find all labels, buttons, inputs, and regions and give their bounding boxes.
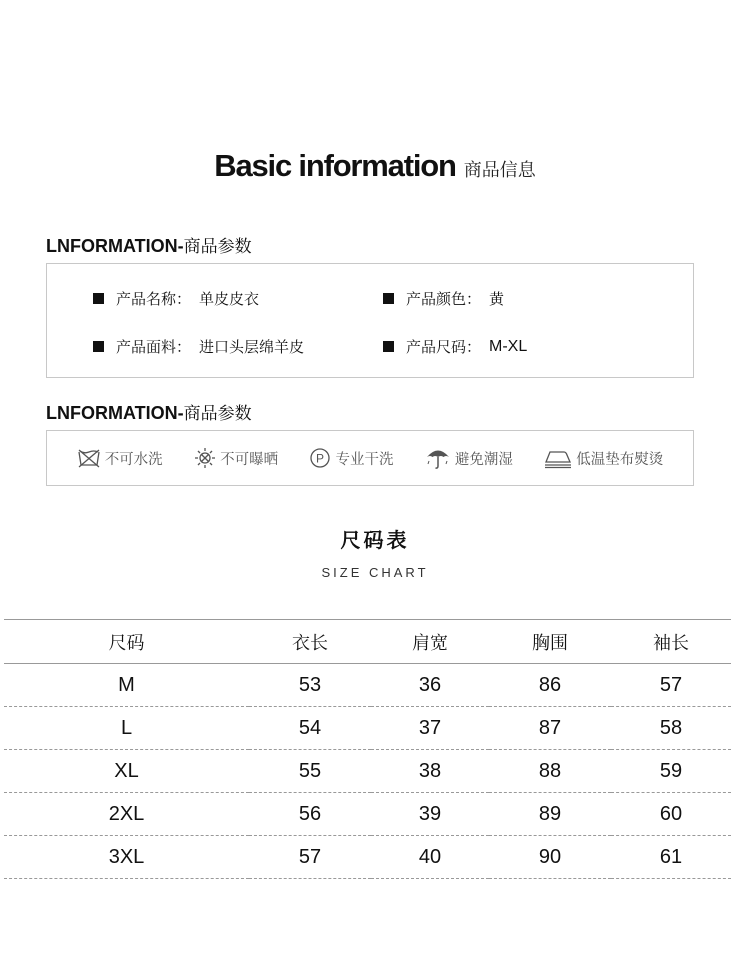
table-cell: 87 [489,707,611,750]
table-cell: 2XL [4,793,249,836]
table-cell: 89 [489,793,611,836]
info-value: 进口头层绵羊皮 [199,338,305,356]
size-chart-title: 尺码表 [340,528,410,552]
care-instructions-box [46,430,694,486]
care-item-no-sun [194,447,278,469]
care-item-dry-clean [309,447,393,469]
table-cell: 57 [611,664,731,707]
table-row [4,750,731,793]
table-cell: XL [4,750,249,793]
table-cell: 90 [489,836,611,879]
table-row [4,836,731,879]
table-cell: 36 [371,664,489,707]
info-item-fabric [93,336,304,357]
table-cell: 37 [371,707,489,750]
header-sleeve: 袖长 [611,620,731,664]
svg-text:P: P [316,451,325,466]
table-cell: 86 [489,664,611,707]
title-cn: 商品信息 [463,160,536,181]
care-item-no-wash [77,447,163,469]
care-section-label-en: LNFORMATION- [46,403,184,423]
page-title [0,148,750,184]
size-table [4,619,731,879]
table-cell: 54 [249,707,371,750]
table-row [4,793,731,836]
table-cell: 57 [249,836,371,879]
no-wash-icon [77,447,101,469]
care-label: 不可水洗 [104,451,163,468]
table-cell: L [4,707,249,750]
info-item-size [383,336,527,357]
care-label: 避免潮湿 [454,451,513,468]
care-label: 专业干洗 [335,451,394,468]
info-section-label [46,232,252,257]
table-cell: 3XL [4,836,249,879]
table-cell: 61 [611,836,731,879]
info-label: 产品面料： [116,338,192,356]
info-label: 产品名称： [116,290,192,308]
table-row [4,664,731,707]
care-section-label-cn: 商品参数 [183,404,252,424]
iron-icon [544,447,572,469]
table-cell: 59 [611,750,731,793]
bullet-square-icon [93,293,104,304]
product-info-box [46,263,694,378]
no-sun-icon [194,447,216,469]
table-cell: M [4,664,249,707]
table-cell: 38 [371,750,489,793]
info-label: 产品颜色： [406,290,482,308]
table-cell: 55 [249,750,371,793]
care-label: 不可曝晒 [220,451,279,468]
table-cell: 39 [371,793,489,836]
header-length: 衣长 [249,620,371,664]
header-size: 尺码 [4,620,249,664]
info-label: 产品尺码： [406,338,482,356]
title-en: Basic information [214,148,456,183]
size-chart-subtitle: SIZE CHART [321,565,429,580]
bullet-square-icon [383,341,394,352]
table-cell: 60 [611,793,731,836]
dry-clean-icon [309,447,331,469]
info-section-label-cn: 商品参数 [183,237,252,257]
table-cell: 58 [611,707,731,750]
umbrella-icon [425,446,451,470]
info-item-name [93,288,259,309]
table-cell: 53 [249,664,371,707]
info-value: M-XL [489,337,528,355]
header-shoulder: 肩宽 [371,620,489,664]
header-chest: 胸围 [489,620,611,664]
bullet-square-icon [93,341,104,352]
care-label: 低温垫布熨烫 [576,451,664,468]
table-cell: 88 [489,750,611,793]
care-section-label [46,399,252,424]
care-item-low-iron [544,447,663,469]
table-row [4,707,731,750]
table-cell: 40 [371,836,489,879]
table-header-row [4,620,731,664]
info-section-label-en: LNFORMATION- [46,236,184,256]
bullet-square-icon [383,293,394,304]
info-value: 单皮皮衣 [199,290,260,308]
care-item-avoid-moisture [425,446,513,470]
info-item-color [383,288,504,309]
info-value: 黄 [489,290,505,308]
table-cell: 56 [249,793,371,836]
